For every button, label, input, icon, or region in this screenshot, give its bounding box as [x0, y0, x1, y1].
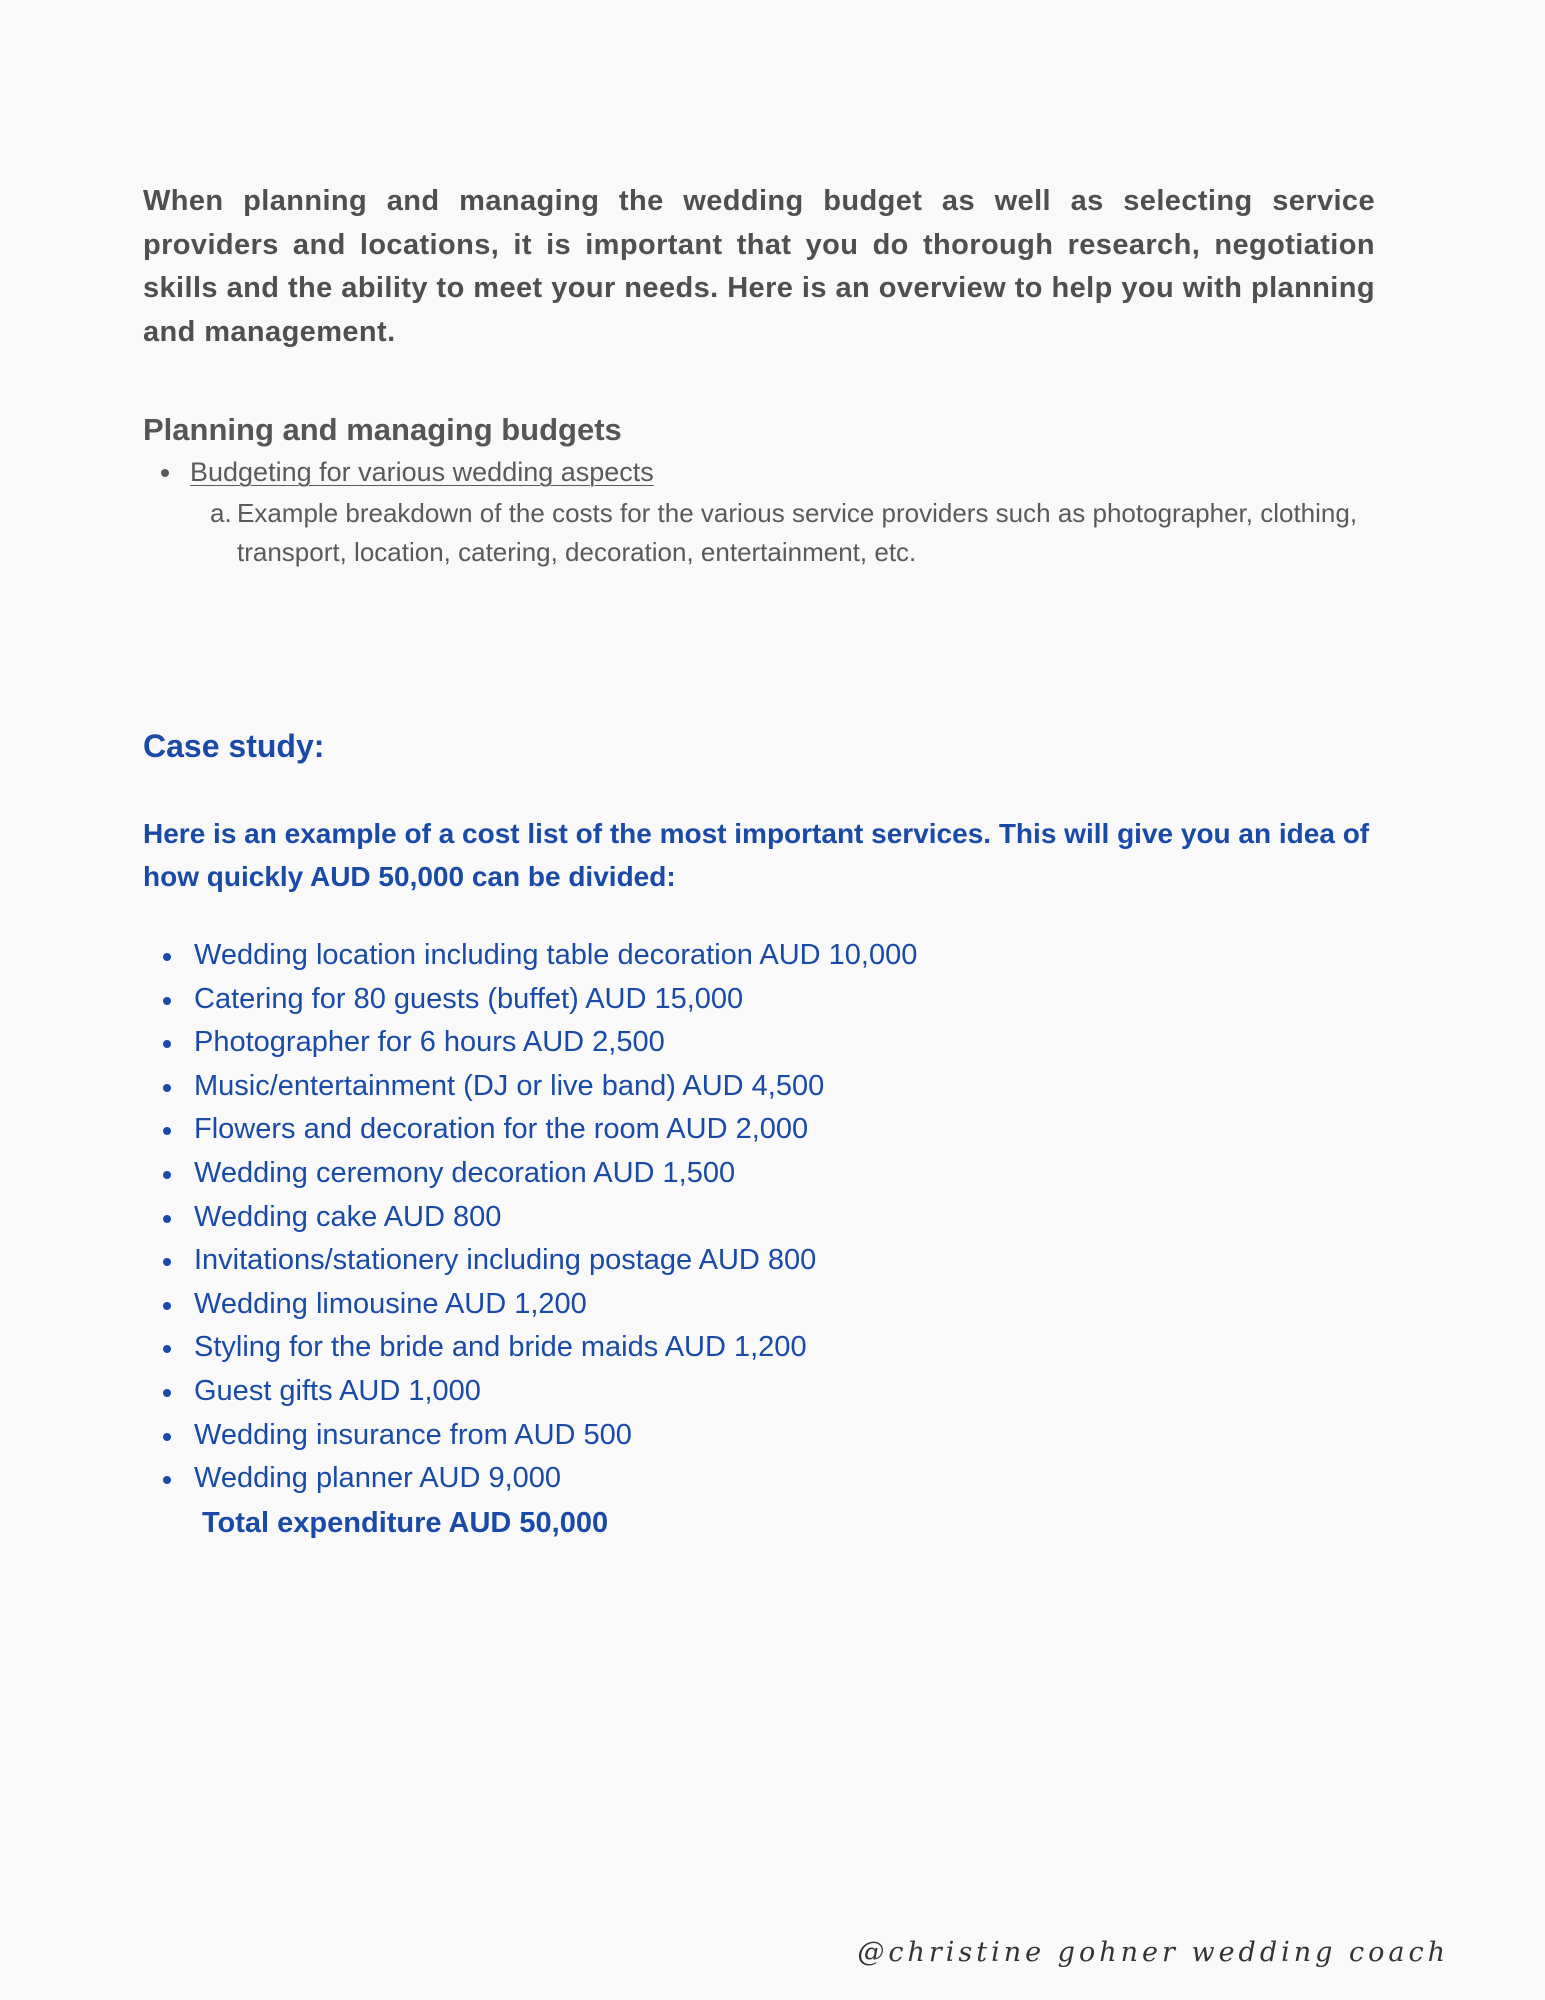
cost-list [143, 934, 1375, 1501]
cost-list-item [143, 1370, 1375, 1414]
bullet-dot-icon [163, 1084, 171, 1092]
cost-list-item [143, 1283, 1375, 1327]
cost-list-item [143, 1065, 1375, 1109]
cost-list-item [143, 1414, 1375, 1458]
case-study-title: Case study: [143, 728, 325, 764]
cost-list-item [143, 978, 1375, 1022]
author-signature: @christine gohner wedding coach [857, 1937, 1449, 1968]
cost-item-text: Flowers and decoration for the room AUD 2,000 [194, 1113, 809, 1146]
total-expenditure: Total expenditure AUD 50,000 [202, 1506, 609, 1539]
cost-item-text: Wedding cake AUD 800 [194, 1200, 502, 1233]
cost-item-text: Photographer for 6 hours AUD 2,500 [194, 1026, 665, 1059]
case-study-intro: Here is an example of a cost list of the most important services. This will give you an idea of how quickly AUD 50,000 can be divided: [143, 818, 1370, 892]
bullet-dot-icon [163, 1476, 171, 1484]
budget-sub-item [210, 494, 1377, 572]
budget-section-heading: Planning and managing budgets [143, 412, 622, 447]
budget-bullet-link[interactable]: Budgeting for various wedding aspects [190, 457, 654, 487]
cost-item-text: Wedding ceremony decoration AUD 1,500 [194, 1156, 736, 1189]
bullet-dot-icon [163, 1302, 171, 1310]
bullet-dot-icon [163, 1389, 171, 1397]
bullet-dot-icon [163, 1215, 171, 1223]
document-page [143, 180, 1375, 1545]
sub-item-text: Example breakdown of the costs for the various service providers such as photographer, clothing, transport, location, catering, decoration, entertainment, etc. [237, 498, 1358, 567]
cost-item-text: Music/entertainment (DJ or live band) AUD 4,500 [194, 1069, 825, 1102]
bullet-dot-icon [163, 997, 171, 1005]
cost-item-text: Wedding limousine AUD 1,200 [194, 1287, 587, 1320]
bullet-dot-icon [163, 953, 171, 961]
bullet-dot-icon [163, 1258, 171, 1266]
cost-list-item [143, 1239, 1375, 1283]
bullet-dot-icon [161, 469, 169, 477]
bullet-dot-icon [163, 1040, 171, 1048]
cost-list-item [143, 1152, 1375, 1196]
cost-list-item [143, 934, 1375, 978]
cost-list-item [143, 1196, 1375, 1240]
cost-item-text: Styling for the bride and bride maids AUD 1,200 [194, 1331, 807, 1364]
sub-item-marker: a. [210, 498, 232, 528]
bullet-dot-icon [163, 1127, 171, 1135]
intro-paragraph: When planning and managing the wedding budget as well as selecting service providers and locations, it is important that you do thorough research, negotiation skills and the ability to meet your needs. Here is an overview to help you with planning and management. [143, 185, 1375, 348]
cost-item-text: Wedding location including table decoration AUD 10,000 [194, 939, 918, 971]
bullet-dot-icon [163, 1433, 171, 1441]
cost-list-item [143, 1021, 1375, 1065]
budget-bullet-list [143, 454, 1375, 490]
cost-list-item [143, 1457, 1375, 1501]
cost-item-text: Invitations/stationery including postage AUD 800 [194, 1244, 817, 1277]
cost-list-item [143, 1108, 1375, 1152]
cost-list-item [143, 1326, 1375, 1370]
budget-bullet-item [143, 454, 1375, 490]
cost-item-text: Catering for 80 guests (buffet) AUD 15,000 [194, 982, 744, 1015]
cost-item-text: Guest gifts AUD 1,000 [194, 1374, 481, 1407]
cost-item-text: Wedding insurance from AUD 500 [194, 1418, 632, 1451]
bullet-dot-icon [163, 1171, 171, 1179]
cost-item-text: Wedding planner AUD 9,000 [194, 1462, 562, 1495]
bullet-dot-icon [163, 1345, 171, 1353]
